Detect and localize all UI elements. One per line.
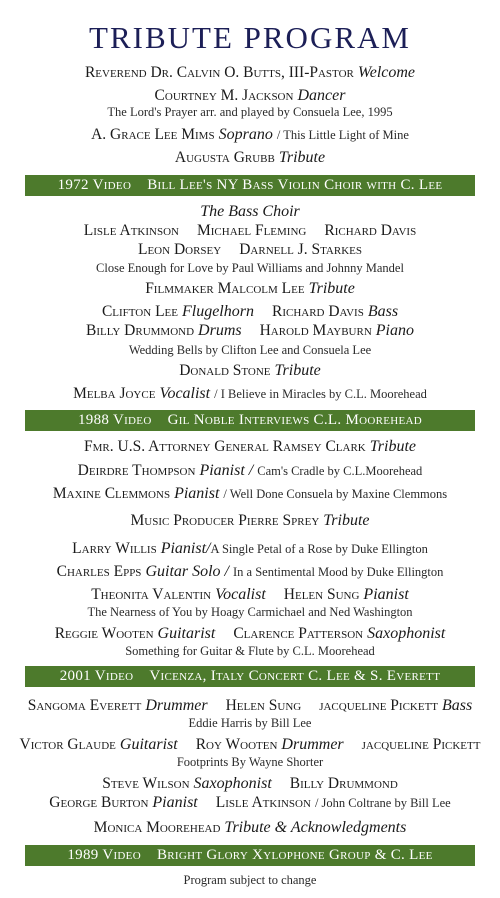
program-line	[0, 437, 500, 457]
performer-name: Richard Davis	[271, 303, 364, 320]
song-credit: / John Coltrane by Bill Lee	[314, 796, 451, 810]
program-line	[0, 818, 500, 838]
program-line	[0, 461, 500, 481]
performer-name: Music Producer Pierre Sprey	[130, 512, 320, 529]
performer-role: Vocalist	[159, 385, 211, 402]
video-banner	[25, 666, 475, 687]
performer-role: Tribute	[308, 280, 355, 297]
program-line	[0, 240, 500, 260]
performer-role: Drummer	[145, 697, 208, 714]
performer-name: jacqueline Pickett	[361, 736, 481, 753]
program-line	[0, 539, 500, 559]
performer-name: jacqueline Pickett	[319, 697, 439, 714]
performer-role: Pianist	[174, 485, 220, 502]
video-banner-title: Bill Lee's NY Bass Violin Choir with C. Lee	[147, 177, 443, 193]
program-line	[0, 125, 500, 145]
program-line	[0, 302, 500, 322]
performer-name: Lisle Atkinson	[83, 222, 179, 239]
performer-role: Guitar Solo /	[145, 563, 229, 580]
performer-role: Pianist	[152, 794, 198, 811]
performer-role: Pianist	[363, 586, 409, 603]
program-line	[0, 511, 500, 531]
song-credit: In a Sentimental Mood by Duke Ellington	[233, 565, 444, 579]
song-credit: Footprints By Wayne Shorter	[176, 755, 324, 769]
performer-name: A. Grace Lee Mims	[91, 126, 215, 143]
song-credit: / I Believe in Miracles by C.L. Moorehead	[214, 387, 427, 401]
performer-role: Drummer	[281, 736, 344, 753]
performer-name: Leon Dorsey	[138, 241, 222, 258]
performer-name: Reggie Wooten	[54, 625, 154, 642]
program-line	[0, 774, 500, 794]
performer-name: Billy Drummond	[289, 775, 398, 792]
video-banner-title: Vicenza, Italy Concert C. Lee & S. Everett	[149, 668, 441, 684]
performer-name: Richard Davis	[324, 222, 417, 239]
video-banner-year: 1988 Video	[77, 412, 152, 428]
performer-role: Soprano	[218, 126, 273, 143]
performer-name: Monica Moorehead	[93, 819, 221, 836]
performer-name: Donald Stone	[179, 362, 271, 379]
program-line	[0, 148, 500, 168]
song-credit: Cam's Cradle by C.L.Moorehead	[257, 464, 423, 478]
program-line	[0, 384, 500, 404]
performer-role: Saxophonist	[193, 775, 272, 792]
video-banner	[25, 410, 475, 431]
video-banner-year: 1972 Video	[57, 177, 132, 193]
performer-name: Deirdre Thompson	[77, 462, 196, 479]
performer-role: Welcome	[357, 64, 416, 81]
performer-name: Filmmaker Malcolm Lee	[145, 280, 305, 297]
video-banner	[25, 845, 475, 866]
performer-role: Tribute & Acknowledgments	[224, 819, 407, 836]
program-line	[0, 562, 500, 582]
performer-name: Victor Glaude	[19, 736, 116, 753]
video-banner-title: Bright Glory Xylophone Group & C. Lee	[156, 847, 433, 863]
performer-name: Reverend Dr. Calvin O. Butts, III-Pastor	[84, 64, 354, 81]
performer-name: Harold Mayburn	[259, 322, 372, 339]
performer-name: Helen Sung	[283, 586, 360, 603]
performer-name: George Burton	[49, 794, 149, 811]
performer-name: Sangoma Everett	[27, 697, 142, 714]
performer-role: Guitarist	[119, 736, 178, 753]
program-line	[0, 202, 500, 222]
video-banner-year: 2001 Video	[59, 668, 134, 684]
performer-name: Clifton Lee	[101, 303, 178, 320]
performer-role: Bass	[367, 303, 399, 320]
performer-role: Piano	[375, 322, 414, 339]
program-line	[0, 279, 500, 299]
performer-name: Larry Willis	[72, 540, 157, 557]
song-credit: The Lord's Prayer arr. and played by Consuela Lee, 1995	[107, 105, 393, 119]
video-banner-year: 1989 Video	[67, 847, 141, 863]
performer-role: Drums	[198, 322, 242, 339]
performer-name: Roy Wooten	[195, 736, 278, 753]
program-line	[0, 321, 500, 341]
performer-role: Guitarist	[157, 625, 216, 642]
performer-name: Melba Joyce	[73, 385, 156, 402]
song-credit: Something for Guitar & Flute by C.L. Moorehead	[125, 644, 375, 658]
song-credit: The Nearness of You by Hoagy Carmichael and Ned Washington	[87, 605, 413, 619]
performer-role: Bass	[442, 697, 473, 714]
performer-role: Pianist /	[199, 462, 254, 479]
performer-name: Courtney M. Jackson	[154, 87, 294, 104]
video-banner-title: Gil Noble Interviews C.L. Moorehead	[167, 412, 423, 428]
footer-note: Program subject to change	[183, 873, 317, 887]
performer-name: Billy Drummond	[86, 322, 195, 339]
program-line	[0, 793, 500, 813]
performer-name: Clarence Patterson	[233, 625, 364, 642]
performer-role: Pianist/	[160, 540, 211, 557]
performer-role: Tribute	[323, 512, 370, 529]
video-banner	[25, 175, 475, 196]
program-line	[0, 221, 500, 241]
song-credit: / This Little Light of Mine	[276, 128, 409, 142]
performer-name: Augusta Grubb	[174, 149, 275, 166]
song-credit: A Single Petal of a Rose by Duke Ellington	[210, 542, 428, 556]
song-credit: / Well Done Consuela by Maxine Clemmons	[223, 487, 448, 501]
song-credit: Wedding Bells by Clifton Lee and Consuela Lee	[128, 343, 372, 357]
performer-role: Flugelhorn	[181, 303, 254, 320]
performer-role: Saxophonist	[367, 625, 446, 642]
performer-name: Steve Wilson	[102, 775, 190, 792]
performer-name: Charles Epps	[56, 563, 142, 580]
program-line	[0, 361, 500, 381]
performer-role: Tribute	[278, 149, 326, 166]
performer-name: Michael Fleming	[196, 222, 307, 239]
performer-role: Tribute	[274, 362, 321, 379]
song-credit: Close Enough for Love by Paul Williams and Johnny Mandel	[96, 261, 404, 275]
performer-name: Theonita Valentin	[91, 586, 212, 603]
program-line	[0, 484, 500, 504]
song-credit: Eddie Harris by Bill Lee	[188, 716, 312, 730]
performer-name: Darnell J. Starkes	[239, 241, 362, 258]
group-name: The Bass Choir	[200, 203, 300, 220]
page-title: TRIBUTE PROGRAM	[89, 20, 411, 55]
performer-name: Lisle Atkinson	[215, 794, 311, 811]
performer-name: Fmr. U.S. Attorney General Ramsey Clark	[84, 438, 366, 455]
performer-role: Vocalist	[215, 586, 266, 603]
performer-role: Dancer	[297, 87, 346, 104]
performer-name: Maxine Clemmons	[52, 485, 171, 502]
program-line	[0, 63, 500, 83]
performer-name: Helen Sung	[225, 697, 302, 714]
performer-role: Tribute	[369, 438, 416, 455]
